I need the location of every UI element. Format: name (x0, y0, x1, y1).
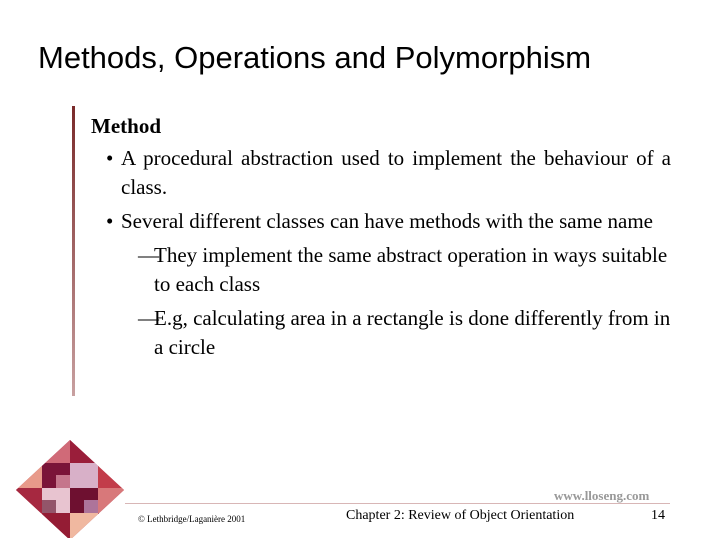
sub-bullet-text: E.g, calculating area in a rectangle is done differently from in a circle (154, 306, 671, 359)
vertical-divider (72, 106, 75, 396)
decorative-mosaic-diamond (14, 438, 126, 538)
bullet-marker: • (106, 146, 114, 170)
footer-divider (125, 503, 670, 504)
bullet-item (106, 207, 671, 236)
dash-marker: — (138, 306, 159, 330)
copyright-notice: © Lethbridge/Laganière 2001 (138, 514, 246, 524)
section-heading: Method (91, 114, 161, 138)
bullet-item (106, 144, 671, 202)
sub-bullet-item (138, 304, 671, 362)
slide-title: Methods, Operations and Polymorphism (38, 40, 592, 75)
chapter-label: Chapter 2: Review of Object Orientation (346, 508, 575, 523)
sub-bullet-text: They implement the same abstract operation in ways suitable to each class (154, 243, 668, 296)
slide-body (91, 112, 671, 367)
dash-marker: — (138, 243, 159, 267)
bullet-text: A procedural abstraction used to implement the behaviour of a class. (121, 146, 671, 199)
bullet-text: Several different classes can have methods with the same name (121, 209, 654, 233)
bullet-marker: • (106, 209, 114, 233)
website-url: www.lloseng.com (554, 488, 650, 503)
sub-bullet-item (138, 241, 671, 299)
page-number: 14 (651, 508, 665, 523)
